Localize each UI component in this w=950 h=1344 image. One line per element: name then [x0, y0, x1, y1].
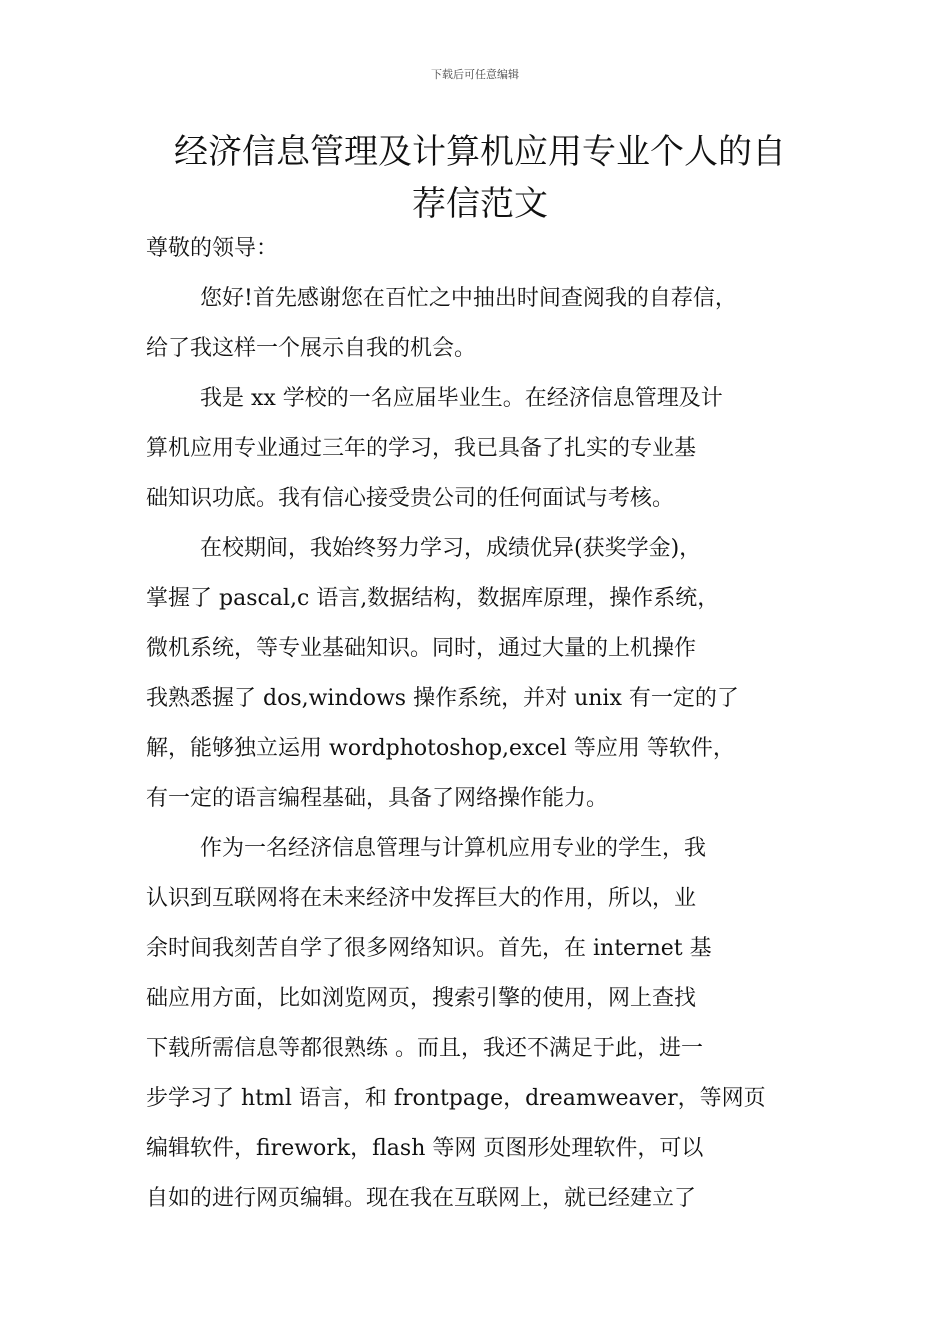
- paragraph-line: 认识到互联网将在未来经济中发挥巨大的作用，所以，业: [146, 886, 697, 911]
- paragraph-line: 编辑软件，firework，flash 等网 页图形处理软件，可以: [146, 1136, 704, 1161]
- paragraph-line: 给了我这样一个展示自我的机会。: [146, 336, 477, 361]
- paragraph-line: 步学习了 html 语言，和 frontpage，dreamweaver，等网页: [146, 1086, 766, 1111]
- paragraph-line: 下载所需信息等都很熟练 。而且，我还不满足于此，进一: [146, 1036, 703, 1061]
- document-title: [140, 126, 820, 230]
- title-line-1: 经济信息管理及计算机应用专业个人的自: [174, 132, 786, 172]
- paragraph-line: 微机系统，等专业基础知识。同时，通过大量的上机操作: [146, 636, 697, 661]
- paragraph-line: 础应用方面，比如浏览网页，搜索引擎的使用，网上查找: [146, 986, 697, 1011]
- paragraph-line: 我是 xx 学校的一名应届毕业生。在经济信息管理及计: [200, 386, 723, 411]
- title-line-2: 荐信范文: [412, 184, 548, 224]
- header-note: 下载后可任意编辑: [431, 68, 519, 81]
- paragraph-line: 余时间我刻苦自学了很多网络知识。首先，在 internet 基: [146, 936, 712, 961]
- paragraph-line: 作为一名经济信息管理与计算机应用专业的学生，我: [200, 836, 707, 861]
- paragraph-line: 有一定的语言编程基础，具备了网络操作能力。: [146, 786, 609, 811]
- paragraph-line: 解，能够独立运用 wordphotoshop,excel 等应用 等软件，: [146, 736, 735, 761]
- letter-body: [146, 224, 826, 1224]
- salutation: 尊敬的领导：: [146, 236, 279, 261]
- paragraph-line: 自如的进行网页编辑。现在我在互联网上，就已经建立了: [146, 1186, 697, 1211]
- paragraph-line: 础知识功底。我有信心接受贵公司的任何面试与考核。: [146, 486, 675, 511]
- paragraph-line: 我熟悉握了 dos,windows 操作系统，并对 unix 有一定的了: [146, 686, 739, 711]
- paragraph-line: 掌握了 pascal,c 语言,数据结构，数据库原理，操作系统，: [146, 586, 720, 611]
- paragraph-line: 在校期间，我始终努力学习，成绩优异(获奖学金)，: [200, 536, 702, 561]
- paragraph-line: 算机应用专业通过三年的学习，我已具备了扎实的专业基: [146, 436, 697, 461]
- paragraph-line: 您好!首先感谢您在百忙之中抽出时间查阅我的自荐信，: [200, 286, 737, 311]
